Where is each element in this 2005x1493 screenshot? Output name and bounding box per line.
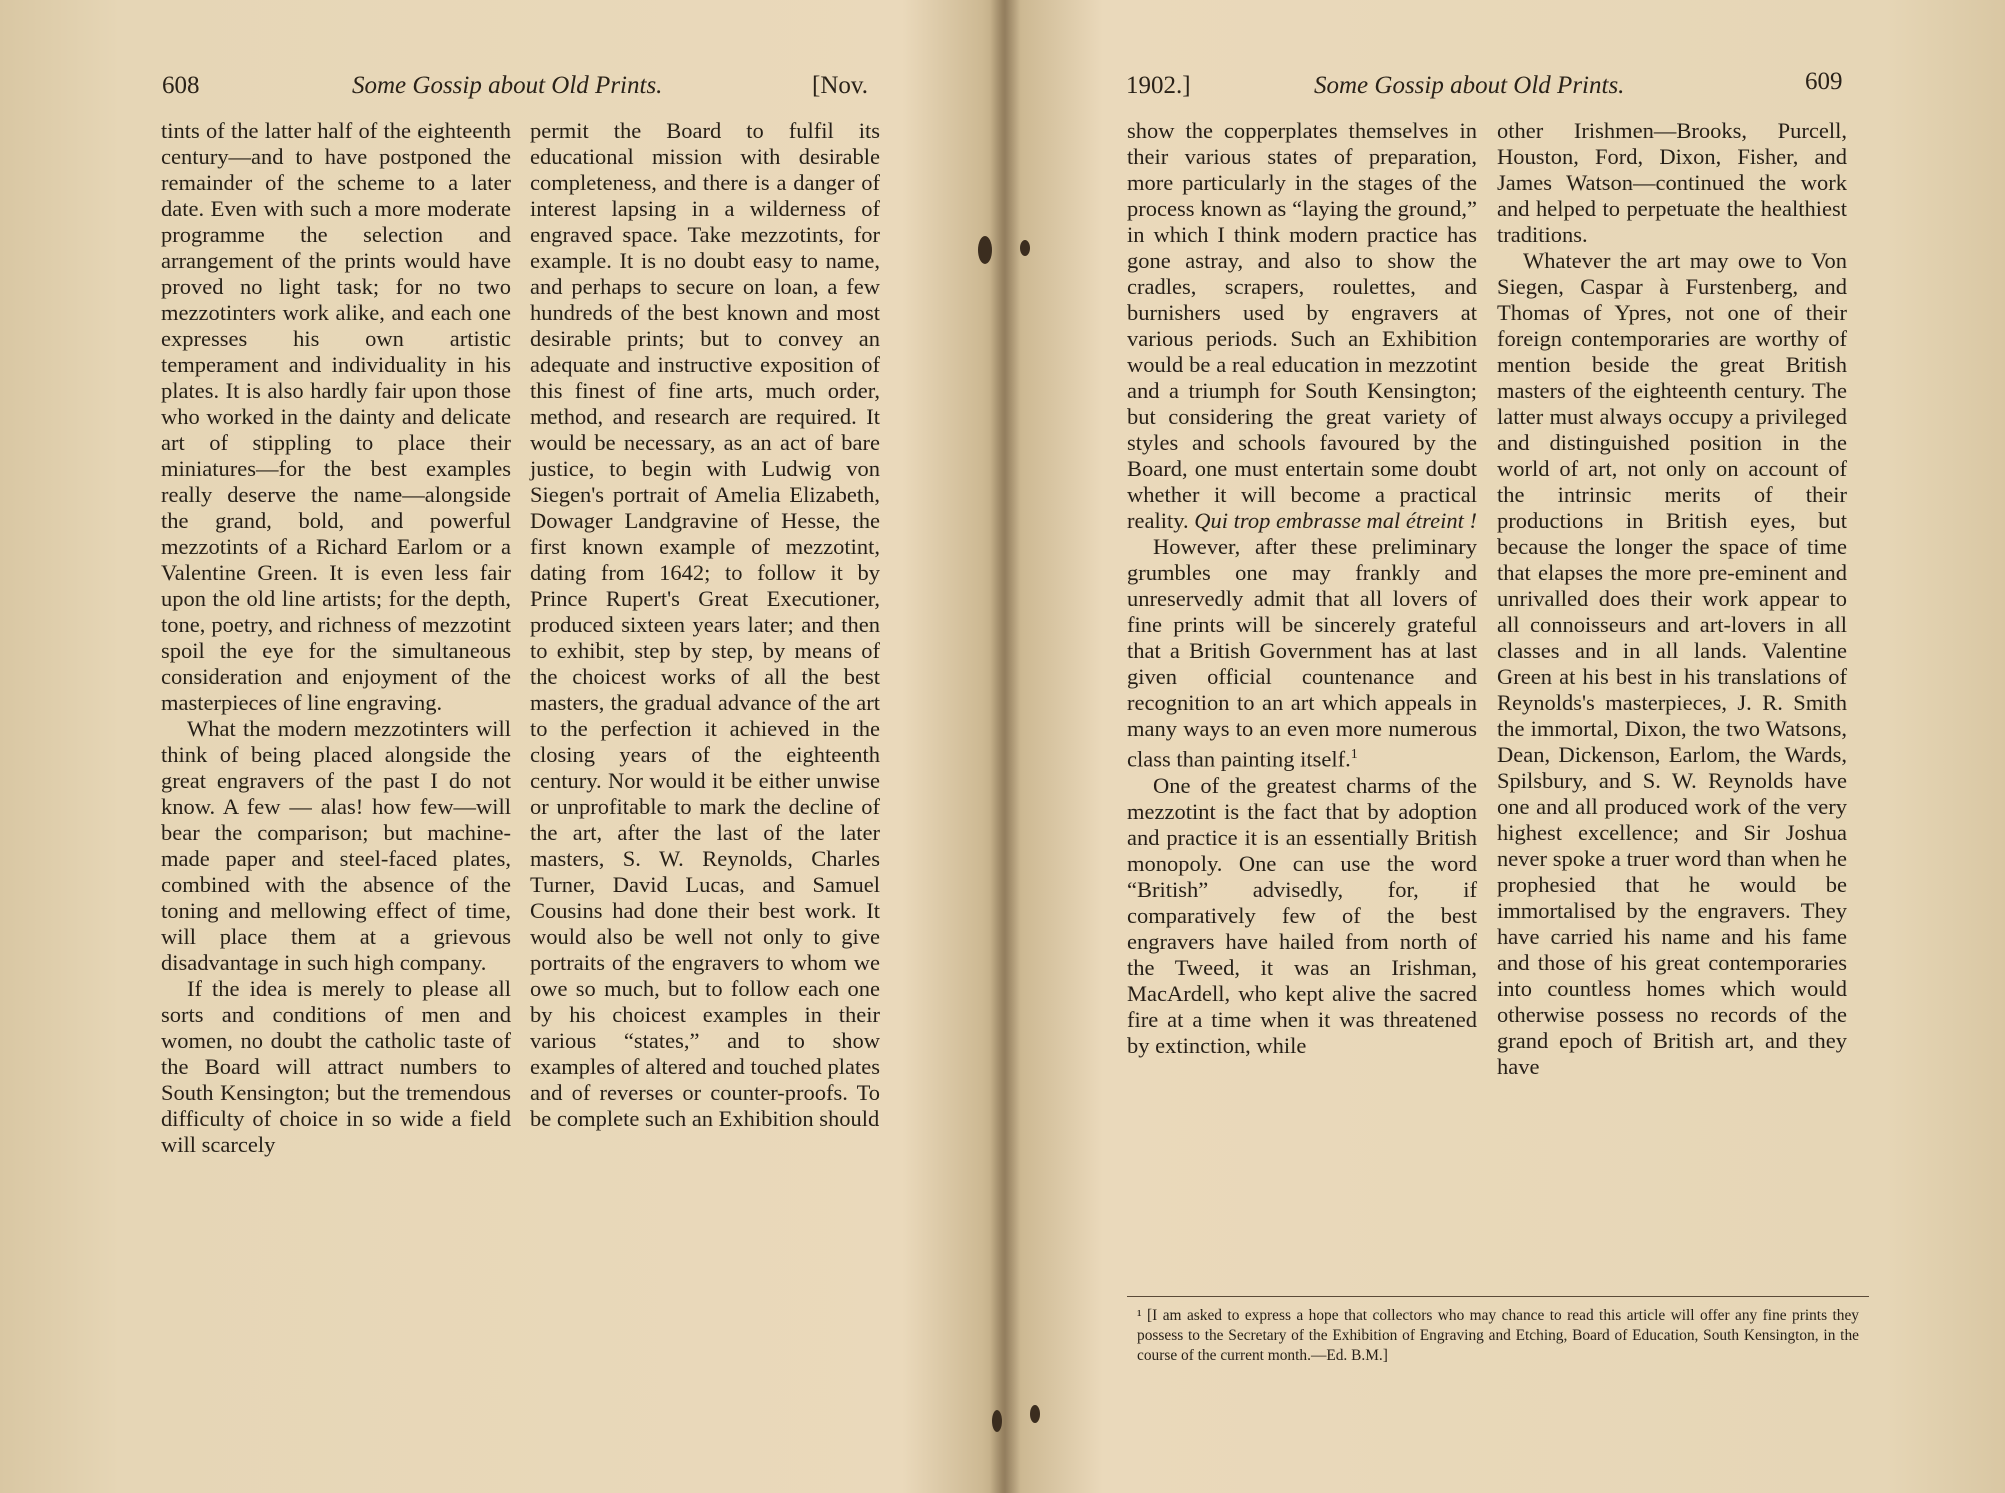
footnote-rule — [1127, 1296, 1869, 1297]
paragraph: permit the Board to fulfil its educational mission with desirable completeness, and there is a danger of interest lapsing in a wilderness of engraved space. Take mezzotints, for example. It is no doubt easy to name, and perhaps to secure on loan, a few hundreds of the best known and most desirable prints; but to convey an adequate and instructive exposition of this finest of fine arts, much order, method, and research are required. It would be necessary, as an act of bare justice, to begin with Ludwig von Siegen's portrait of Amelia Elizabeth, Dowager Landgravine of Hesse, the first known example of mezzotint, dating from 1642; to follow it by Prince Rupert's Great Executioner, produced sixteen years later; and then to exhibit, step by step, by means of the choicest works of all the best masters, the gradual advance of the art to the perfection it achieved in the closing years of the eighteenth century. Nor would it be either unwise or unprofitable to mark the decline of the art, after the last of the later masters, S. W. Reynolds, Charles Turner, David Lucas, and Samuel Cousins had done their best work. It would also be well not only to give portraits of the engravers to whom we owe so much, but to follow each one by his choicest examples in their various “states,” and to show examples of altered and touched plates and of reverses or counter-proofs. To be complete such an Exhibition should — [530, 118, 880, 1131]
footnote: ¹ [I am asked to express a hope that collectors who may chance to read this article will offer any fine prints they possess to the Secretary of the Exhibition of Engraving and Etching, Board of Education, South Kensington, in the course of the current month.—Ed. B.M.] — [1137, 1307, 1859, 1364]
paragraph: Whatever the art may owe to Von Siegen, Caspar à Furstenberg, and Thomas of Ypres, not one of their foreign contemporaries are worthy of mention beside the great British masters of the eighteenth century. The latter must always occupy a privileged and distinguished position in the world of art, not only on account of the intrinsic merits of their productions in British eyes, but because the longer the space of time that elapses the more pre-eminent and unrivalled does their work appear to all connoisseurs and art-lovers in all classes and in all lands. Valentine Green at his best in his translations of Reynolds's masterpieces, J. R. Smith the immortal, Dixon, the two Watsons, Dean, Dickenson, Earlom, the Wards, Spilsbury, and S. W. Reynolds have one and all produced work of the very highest excellence; and Sir Joshua never spoke a truer word than when he prophesied that he would be immortalised by the engravers. They have carried his name and his fame and those of his great contemporaries into countless homes which would otherwise possess no records of the grand epoch of British art, and they have — [1497, 248, 1847, 1079]
text-column-1 — [161, 118, 511, 1158]
italic-quote: Qui trop embrasse mal étreint ! — [1194, 508, 1477, 533]
paragraph: One of the greatest charms of the mezzotint is the fact that by adoption and practice it is an essentially British monopoly. One can use the word “British” advisedly, for, if comparatively few of the best engravers have hailed from north of the Tweed, it was an Irishman, MacArdell, who kept alive the sacred fire at a time when it was threatened by extinction, while — [1127, 772, 1477, 1058]
paragraph: show the copperplates themselves in their various states of preparation, more particularly in the stages of the process known as “laying the ground,” in which I think modern practice has gone astray, and also to show the cradles, scrapers, roulettes, and burnishers used by engravers at various periods. Such an Exhibition would be a real education in mezzotint and a triumph for South Kensington; but considering the great variety of styles and schools favoured by the Board, one must entertain some doubt whether it will become a practical reality. Qui trop embrasse mal étreint ! — [1127, 118, 1477, 533]
right-page — [1005, 0, 2005, 1493]
paragraph: However, after these preliminary grumbles one may frankly and unreservedly admit that all lovers of fine prints will be sincerely grateful that a British Government has at last given official countenance and recognition to an art which appeals in many ways to an even more numerous class than painting itself.$^1$ — [1127, 534, 1477, 772]
left-page — [0, 0, 1000, 1493]
running-title: Some Gossip about Old Prints. — [352, 72, 663, 99]
paragraph: tints of the latter half of the eighteenth century—and to have postponed the remainder of the scheme to a later date. Even with such a more moderate programme the selection and arrangement of the prints would have proved no light task; for no two mezzotinters work alike, and each one expresses his own artistic temperament and individuality in his plates. It is also hardly fair upon those who worked in the dainty and delicate art of stippling to place their miniatures—for the best examples really deserve the name—alongside the grand, bold, and powerful mezzotints of a Richard Earlom or a Valentine Green. It is even less fair upon the old line artists; for the depth, tone, poetry, and richness of mezzotint spoil the eye for the simultaneous consideration and enjoyment of the masterpieces of line engraving. — [161, 118, 511, 715]
footnote-mark: 1 — [1350, 747, 1358, 762]
text-column-1 — [1127, 118, 1477, 1059]
running-date: 1902.] — [1126, 72, 1191, 99]
paragraph: If the idea is merely to please all sorts and conditions of men and women, no doubt the catholic taste of the Board will attract numbers to South Kensington; but the tremendous difficulty of choice in so wide a field will scarcely — [161, 976, 511, 1157]
text-column-2 — [1497, 118, 1847, 1080]
running-date: [Nov. — [812, 72, 869, 99]
page-number: 608 — [162, 72, 200, 99]
page-number: 609 — [1805, 68, 1843, 95]
paragraph: other Irishmen—Brooks, Purcell, Houston, Ford, Dixon, Fisher, and James Watson—continued the work and helped to perpetuate the healthiest traditions. — [1497, 118, 1847, 247]
paragraph: What the modern mezzotinters will think of being placed alongside the great engravers of the past I do not know. A few — alas! how few—will bear the comparison; but machine-made paper and steel-faced plates, combined with the absence of the toning and mellowing effect of time, will place them at a grievous disadvantage in such high company. — [161, 716, 511, 975]
text-column-2 — [530, 118, 880, 1132]
running-title: Some Gossip about Old Prints. — [1314, 72, 1625, 99]
